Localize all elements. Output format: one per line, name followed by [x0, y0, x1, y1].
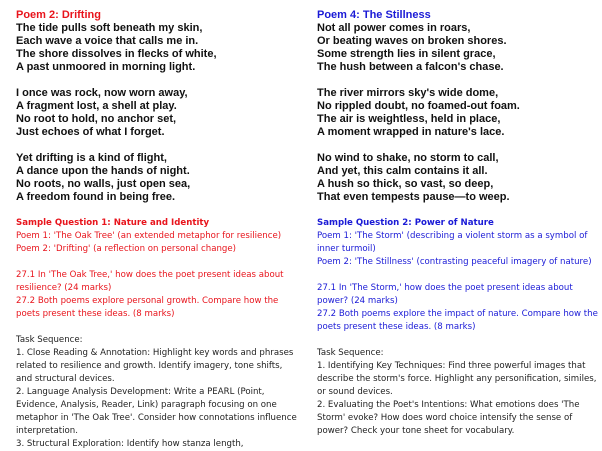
- question-27-1: 27.1 In 'The Storm,' how does the poet present ideas about power? (24 marks): [317, 283, 573, 306]
- poem-line: I once was rock, now worn away,: [16, 87, 188, 99]
- poem-line: Or beating waves on broken shores.: [317, 35, 507, 47]
- task-item: 2. Evaluating the Poet's Intentions: What emotions does 'The Storm' evoke? How does word choice intensify the sense of power? Check your tone sheet for vocabulary.: [317, 400, 580, 436]
- right-column: [317, 9, 599, 438]
- poem-line: No rippled doubt, no foamed-out foam.: [317, 100, 520, 112]
- poem-line: A dance upon the hands of night.: [16, 165, 190, 177]
- question-poem-2: Poem 2: 'The Stillness' (contrasting peaceful imagery of nature): [317, 257, 592, 267]
- question-27-2: 27.2 Both poems explore personal growth. Compare how the poets present these ideas. (8 marks): [16, 296, 279, 319]
- poem-line: The shore dissolves in flecks of white,: [16, 48, 217, 60]
- question-27-1: 27.1 In 'The Oak Tree,' how does the poet present ideas about resilience? (24 marks): [16, 270, 284, 293]
- poem-line: A hush so thick, so vast, so deep,: [317, 178, 494, 190]
- poem-line: The air is weightless, held in place,: [317, 113, 501, 125]
- poem-line: Yet drifting is a kind of flight,: [16, 152, 167, 164]
- poem-line: The tide pulls soft beneath my skin,: [16, 22, 203, 34]
- question-poem-1: Poem 1: 'The Storm' (describing a violent storm as a symbol of inner turmoil): [317, 231, 588, 254]
- poem-line: Each wave a voice that calls me in.: [16, 35, 199, 47]
- stanza: [16, 22, 298, 74]
- poem-line: A moment wrapped in nature's lace.: [317, 126, 505, 138]
- task-heading: Task Sequence:: [317, 348, 384, 358]
- task-item: 1. Close Reading & Annotation: Highlight key words and phrases related to resilience and growth. Identify imagery, tone shifts, and structural devices.: [16, 348, 294, 384]
- poem-line: That even tempests pause—to weep.: [317, 191, 510, 203]
- task-heading: Task Sequence:: [16, 335, 83, 345]
- poem-title: Poem 4: The Stillness: [317, 9, 431, 21]
- poem-line: The river mirrors sky's wide dome,: [317, 87, 499, 99]
- poem-line: A freedom found in being free.: [16, 191, 176, 203]
- poem-line: Just echoes of what I forget.: [16, 126, 165, 138]
- left-column: [16, 9, 298, 451]
- stanza: [16, 87, 298, 139]
- task-item: 2. Language Analysis Development: Write a PEARL (Point, Evidence, Analysis, Reader, Link) paragraph focusing on one metaphor in 'The Oak Tree'. Consider how connotations influence interpretation.: [16, 387, 297, 436]
- poem-line: Not all power comes in roars,: [317, 22, 471, 34]
- stanza: [317, 87, 599, 139]
- poem-line: The hush between a falcon's chase.: [317, 61, 504, 73]
- poem-line: A fragment lost, a shell at play.: [16, 100, 177, 112]
- poem-line: No root to hold, no anchor set,: [16, 113, 177, 125]
- task-item: 1. Identifying Key Techniques: Find three powerful images that describe the storm's force. Highlight any personification, similes, or sound devices.: [317, 361, 597, 397]
- question-title: Sample Question 2: Power of Nature: [317, 218, 494, 228]
- task-item: 3. Structural Exploration: Identify how stanza length,: [16, 439, 244, 449]
- poem-line: Some strength lies in silent grace,: [317, 48, 496, 60]
- poem-title: Poem 2: Drifting: [16, 9, 101, 21]
- stanza: [317, 152, 599, 204]
- poem-line: No wind to shake, no storm to call,: [317, 152, 499, 164]
- poem-line: And yet, this calm contains it all.: [317, 165, 488, 177]
- question-poem-1: Poem 1: 'The Oak Tree' (an extended metaphor for resilience): [16, 231, 282, 241]
- poem-line: No roots, no walls, just open sea,: [16, 178, 191, 190]
- question-title: Sample Question 1: Nature and Identity: [16, 218, 210, 228]
- question-poem-2: Poem 2: 'Drifting' (a reflection on personal change): [16, 244, 237, 254]
- stanza: [16, 152, 298, 204]
- stanza: [317, 22, 599, 74]
- question-27-2: 27.2 Both poems explore the impact of nature. Compare how the poets present these ideas. (8 marks): [317, 309, 598, 332]
- poem-line: A past unmoored in morning light.: [16, 61, 196, 73]
